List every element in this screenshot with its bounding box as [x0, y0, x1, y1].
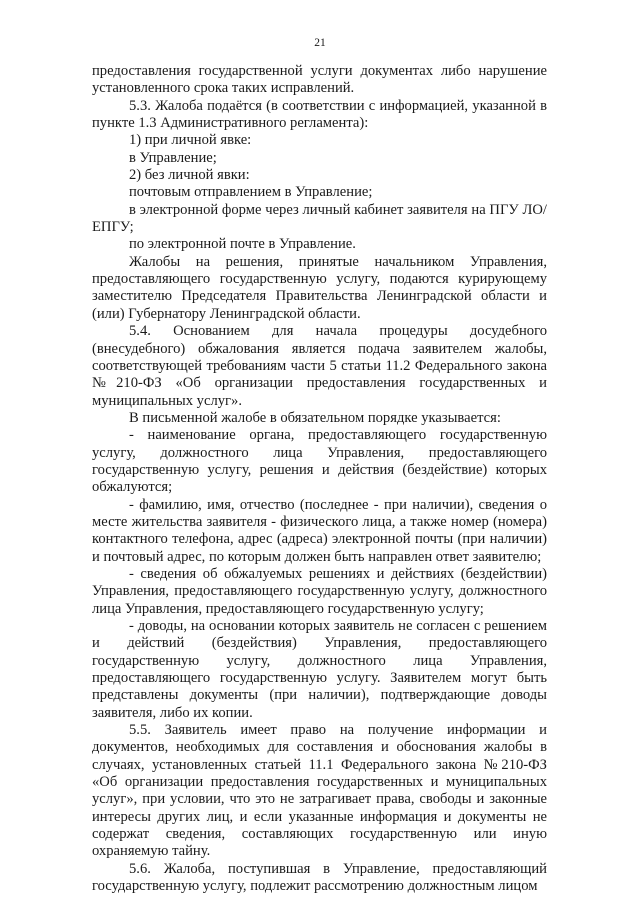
- page-number: 21: [314, 37, 326, 49]
- list-item-applicant-details: - фамилию, имя, отчество (последнее - при наличии), сведения о месте жительства заявителя - физического лица, а также номер (номера) контактного телефона, адрес (адреса) электронной почты (при наличии) и почтовый адрес, по которым должен быть направлен ответ заявителю;: [92, 496, 547, 565]
- list-item-contested-decisions: - сведения об обжалуемых решениях и действиях (бездействии) Управления, предоставляющего государственную услугу, должностного лица Управления, предоставляющего государственную услугу;: [92, 565, 547, 617]
- list-item-to-department: в Управление;: [129, 149, 217, 166]
- paragraph-5-6: 5.6. Жалоба, поступившая в Управление, предоставляющий государственную услугу, подлежит рассмотрению должностным лицом: [92, 860, 547, 895]
- list-item-organ-name: - наименование органа, предоставляющего государственную услугу, должностного лица Управления, предоставляющего государственную услугу, решения и действия (бездействие) которых обжалуются;: [92, 427, 547, 496]
- document-body: [92, 63, 547, 896]
- list-item-by-post: почтовым отправлением в Управление;: [129, 184, 373, 201]
- list-item-in-person: 1) при личной явке:: [129, 132, 252, 149]
- list-item-by-email: по электронной почте в Управление.: [129, 236, 356, 253]
- list-item-electronic-form: в электронной форме через личный кабинет заявителя на ПГУ ЛО/ ЕПГУ;: [92, 201, 547, 236]
- list-item-arguments: - доводы, на основании которых заявитель не согласен с решением и действий (бездействия) Управления, предоставляющего государственную услугу, должностного лица Управления, предоставляющего государственную услугу. Заявителем могут быть представлены документы (при наличии), подтверждающие доводы заявителя, либо их копии.: [92, 618, 547, 721]
- paragraph-complaints-head: Жалобы на решения, принятые начальником Управления, предоставляющего государственную услугу, подаются курирующему заместителю Председателя Правительства Ленинградской области и (или) Губернатору Ленинградской области.: [92, 253, 547, 322]
- paragraph-continuation: предоставления государственной услуги документах либо нарушение установленного срока таких исправлений.: [92, 63, 547, 97]
- paragraph-5-5: 5.5. Заявитель имеет право на получение информации и документов, необходимых для составления и обоснования жалобы в случаях, установленных статьей 11.1 Федерального закона №210-ФЗ «Об организации предоставления государственных и муниципальных услуг», при условии, что это не затрагивает права, свободы и законные интересы других лиц, и если указанные информация и документы не содержат сведения, составляющих государственную или иную охраняемую тайну.: [92, 722, 547, 860]
- paragraph-written-complaint: В письменной жалобе в обязательном порядке указывается:: [129, 409, 501, 426]
- list-item-without-visit: 2) без личной явки:: [129, 167, 250, 184]
- paragraph-5-3: 5.3. Жалоба подаётся (в соответствии с информацией, указанной в пункте 1.3 Административного регламента):: [92, 97, 547, 132]
- paragraph-5-4: 5.4. Основанием для начала процедуры досудебного (внесудебного) обжалования является подача заявителем жалобы, соответствующей требованиям части 5 статьи 11.2 Федерального закона №210-ФЗ «Об организации предоставления государственных и муниципальных услуг».: [92, 323, 547, 409]
